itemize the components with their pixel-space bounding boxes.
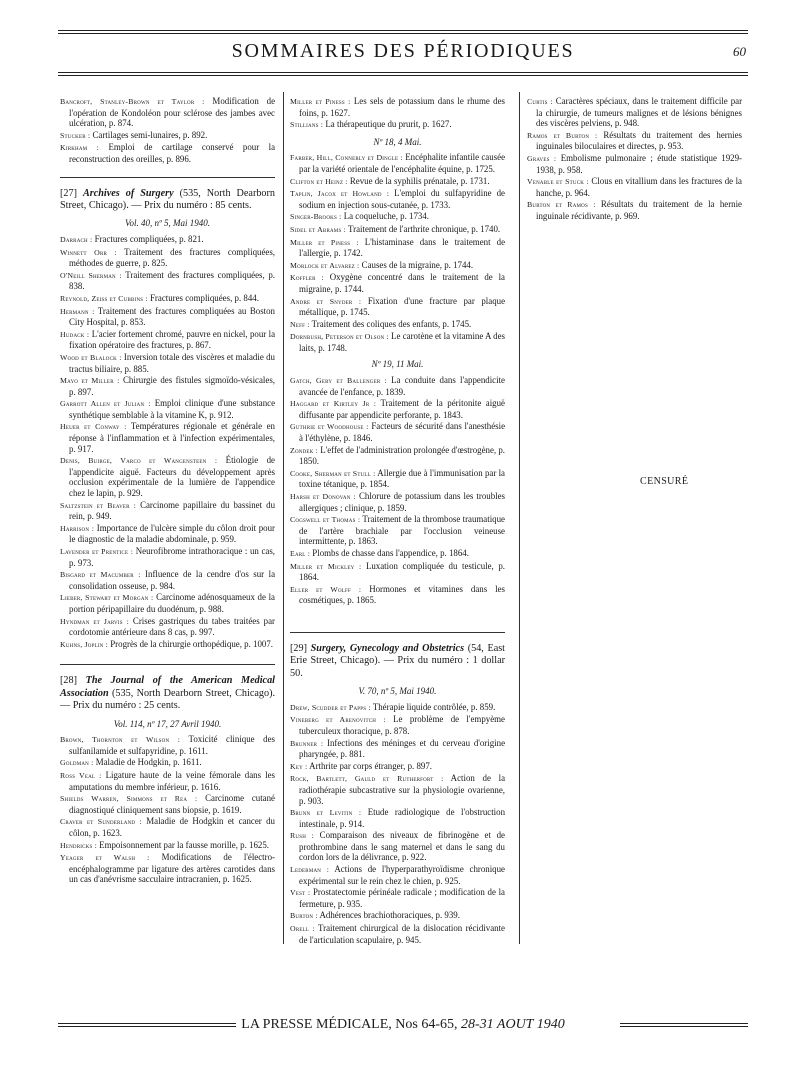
entry-title: Thérapie liquide contrôlée, p. 859. — [372, 701, 496, 712]
entry-authors: Hyndman et Jarvis : — [60, 616, 129, 626]
entry-title: Traitement des fractures compliquées, méthodes de guerre, p. 825. — [69, 246, 275, 269]
list-item — [290, 176, 505, 188]
entry-title: Traitement de la thrombose traumatique de l'artère brachiale par l'occlusion veineuse intermittente, p. 1863. — [299, 514, 505, 547]
journal-28-entries — [60, 734, 275, 885]
entry-title: Importance de l'ulcère simple du côlon droit pour le diagnostic de la maladie abdominale, p. 959. — [69, 522, 275, 545]
header-rule-bottom — [58, 72, 748, 73]
entry-authors: Goldman : — [60, 758, 94, 768]
entry-authors: Earl : — [290, 548, 311, 558]
entry-authors: Burton : — [290, 911, 318, 921]
list-item — [290, 514, 505, 547]
list-item — [60, 639, 275, 651]
entry-authors: Burton et Ramos : — [527, 200, 596, 210]
entry-authors: Darrach : — [60, 234, 93, 244]
list-item — [60, 592, 275, 614]
list-item — [60, 293, 275, 305]
list-item — [290, 491, 505, 513]
entry-authors: Neff : — [290, 319, 310, 329]
entry-title: Revue de la syphilis prénatale, p. 1731. — [349, 175, 490, 186]
list-item — [60, 546, 275, 568]
column-2 — [290, 96, 505, 946]
entry-authors: Rock, Bartlett, Gauld et Rutherfort : — [290, 774, 444, 784]
list-item — [60, 130, 275, 142]
entry-authors: Singer-Brooks : — [290, 212, 342, 222]
section-separator — [60, 177, 275, 178]
list-item — [60, 247, 275, 269]
list-item — [290, 584, 505, 606]
entry-authors: Yeager et Walsh : — [60, 853, 150, 863]
list-item — [290, 923, 505, 945]
journal-27-details: (535, North Dearborn Street, Chicago). — Prix du numéro : 85 cents. — [60, 187, 276, 211]
list-item — [290, 830, 505, 863]
entry-title: Carcinome cutané diagnostiqué cliniquement sans biopsie, p. 1619. — [69, 793, 275, 815]
entry-authors: Brunner : — [290, 738, 324, 748]
entry-authors: Stillians : — [290, 120, 324, 130]
list-item — [290, 773, 505, 806]
entry-title: Carcinome papillaire du bassinet du rein, p. 949. — [69, 499, 276, 522]
entry-title: L'effet de l'administration prolongée d'œstrogène, p. 1850. — [299, 444, 505, 467]
issue-19-heading: Nº 19, 11 Mai. — [371, 359, 424, 370]
journal-29-heading: [29] Surgery, Gynecology and Obstetrics (54, East Erie Street, Chicago). — Prix du numéro : 1 dollar 50. — [290, 642, 506, 679]
entry-title: Résultats du traitement de la hernie inguinale récidivante, p. 969. — [536, 199, 742, 221]
entry-authors: Shields Warren, Simmons et Rea : — [60, 794, 198, 804]
entry-authors: Denis, Buirge, Varco et Wangensteen : — [60, 456, 218, 466]
entry-authors: Koffler : — [290, 273, 324, 283]
entry-authors: Saltzstein et Beaver : — [60, 500, 137, 510]
journal-29-details: (54, East Erie Street, Chicago). — Prix du numéro : 1 dollar 50. — [290, 642, 506, 679]
col1-top-list — [60, 96, 275, 165]
issue-19-entries — [290, 375, 505, 606]
entry-title: Inversion totale des viscères et maladie du tractus biliaire, p. 885. — [69, 351, 275, 374]
header-rule-top — [58, 30, 748, 31]
entry-authors: Rush : — [290, 831, 314, 841]
entry-title: Maladie de Hodgkin et cancer du côlon, p. 1623. — [69, 816, 275, 838]
column-divider-2 — [519, 92, 520, 944]
entry-authors: Miller et Piness : — [290, 97, 351, 106]
entry-authors: Orell : — [290, 924, 315, 934]
entry-title: L'histaminase dans le traitement de l'allergie, p. 1742. — [299, 236, 506, 259]
entry-authors: Stucker : — [60, 130, 91, 140]
journal-28-issue: Vol. 114, nº 17, 27 Avril 1940. — [113, 718, 222, 729]
column-1 — [60, 96, 275, 886]
page-number: 60 — [733, 44, 746, 59]
entry-authors: Cooke, Sherman et Stull : — [290, 468, 376, 478]
list-item — [290, 714, 505, 736]
list-item — [60, 840, 275, 852]
list-item — [60, 398, 275, 420]
list-item — [290, 375, 505, 397]
list-item — [60, 421, 275, 454]
list-item — [60, 616, 275, 638]
entry-title: Etude radiologique de l'obstruction intestinale, p. 914. — [299, 807, 506, 829]
entry-authors: Morlock et Alvarez : — [290, 260, 360, 270]
entry-title: Action de la radiothérapie subcastrative sur la physiologie ovarienne, p. 903. — [299, 773, 506, 806]
entry-authors: Kuhns, Joplin : — [60, 639, 109, 649]
entry-authors: O'Neill Sherman : — [60, 270, 122, 280]
page-footer — [58, 1012, 748, 1046]
entry-title: Luxation compliquée du testicule, p. 1864. — [299, 560, 506, 583]
entry-authors: Vest : — [290, 888, 311, 898]
section-separator — [290, 632, 505, 633]
footer-text — [58, 1017, 748, 1033]
column-divider-1 — [283, 92, 284, 944]
entry-title: L'emploi du sulfapyridine de sodium en injection sous-cutanée, p. 1733. — [299, 188, 505, 210]
entry-title: Arthrite par corps étranger, p. 897. — [309, 760, 433, 771]
journal-27-name: Archives of Surgery — [82, 187, 174, 199]
list-item — [290, 548, 505, 560]
entry-title: Plombs de chasse dans l'appendice, p. 1864. — [312, 547, 469, 558]
journal-28-name: The Journal of the American Medical Association — [60, 675, 276, 699]
entry-title: Le problème de l'empyème tuberculeux thoracique, p. 878. — [299, 714, 505, 736]
list-item — [290, 561, 505, 583]
entry-title: Ligature haute de la veine fémorale dans les amputations du membre inférieur, p. 1616. — [69, 769, 275, 792]
list-item — [290, 445, 505, 467]
list-item — [60, 455, 275, 498]
entry-title: Cartilages semi-lunaires, p. 892. — [92, 129, 208, 140]
journal-28-details: (535, North Dearborn Street, Chicago). — Prix du numéro : 25 cents. — [60, 687, 276, 712]
issue-18-entries — [290, 152, 505, 353]
entry-title: Fractures compliquées, p. 821. — [94, 233, 204, 244]
entry-title: Facteurs de sécurité dans l'anesthésie à l'éthylène, p. 1846. — [299, 421, 506, 444]
entry-authors: Dornbush, Peterson et Olson : — [290, 332, 389, 342]
journal-27-entries — [60, 234, 275, 650]
entry-title: Prostatectomie périnéale radicale ; modification de la fermeture, p. 935. — [299, 887, 505, 909]
list-item — [290, 272, 505, 294]
list-item — [290, 761, 505, 773]
list-item — [60, 234, 275, 246]
entry-authors: Key : — [290, 761, 308, 771]
list-item — [527, 153, 742, 175]
entry-title: La thérapeutique du prurit, p. 1627. — [325, 119, 452, 130]
entry-title: Actions de l'hyperparathyroïdisme chronique expérimental sur le rein chez le chien, p. 925. — [299, 864, 505, 886]
page-header — [58, 30, 748, 76]
entry-authors: Garrott Allen et Julian : — [60, 399, 151, 409]
entry-authors: Brown, Thornton et Wilson : — [60, 735, 181, 745]
entry-authors: Heuer et Conway : — [60, 422, 127, 432]
list-item — [60, 142, 275, 164]
journal-29-entries — [290, 702, 505, 945]
list-item — [290, 910, 505, 922]
entry-title: Traitement chirurgical de la dislocation récidivante de l'articulation scapulaire, p. 945. — [299, 923, 506, 945]
list-item — [290, 152, 505, 174]
entry-authors: Clifton et Heinz : — [290, 176, 348, 186]
list-item — [290, 119, 505, 131]
entry-authors: Hendricks : — [60, 840, 97, 850]
entry-title: Embolisme pulmonaire ; étude statistique 1929-1938, p. 958. — [536, 152, 743, 175]
entry-title: Causes de la migraine, p. 1744. — [361, 259, 474, 270]
entry-authors: Drew, Scudder et Papps : — [290, 702, 371, 712]
entry-title: Emploi de cartilage conservé pour la reconstruction des oreilles, p. 896. — [69, 142, 276, 164]
entry-authors: Craver et Sunderland : — [60, 817, 142, 827]
entry-authors: Guthrie et Woodhouse : — [290, 422, 369, 432]
list-item — [60, 770, 275, 792]
entry-title: Résultats du traitement des hernies inguinales biloculaires et directes, p. 953. — [536, 129, 743, 152]
entry-title: Comparaison des niveaux de fibrinogène et de prothrombine dans le sang maternel et dans le sang du cordon lors de la délivrance, p. 922. — [299, 830, 505, 863]
entry-authors: Ross Veal : — [60, 770, 102, 780]
entry-title: Carcinome adénosquameux de la portion péripapillaire du duodénum, p. 988. — [69, 592, 275, 614]
entry-authors: Brunn et Levitin : — [290, 808, 362, 818]
entry-authors: Reynold, Zeiss et Cubbins : — [60, 293, 148, 303]
entry-authors: Miller et Piness : — [290, 237, 359, 247]
entry-authors: Mayo et Miller : — [60, 376, 120, 386]
entry-title: Fractures compliquées, p. 844. — [149, 292, 259, 303]
footer-date: 28-31 AOUT 1940 — [461, 1017, 565, 1032]
entry-authors: Andre et Snyder : — [290, 296, 362, 306]
entry-authors: Eller et Wolff : — [290, 584, 362, 594]
entry-authors: Lavender et Prentice : — [60, 547, 134, 556]
footer-journal: LA PRESSE MÉDICALE, Nos 64-65, — [241, 1017, 458, 1032]
entry-authors: Cogswell et Thomas : — [290, 515, 361, 525]
entry-authors: Lederman : — [290, 865, 330, 875]
list-item — [290, 702, 505, 714]
col2-top-list — [290, 96, 505, 131]
journal-29-issue: V. 70, nº 5, Mai 1940. — [358, 686, 437, 697]
entry-title: Toxicité clinique des sulfanilamide et sulfapyridine, p. 1611. — [69, 734, 275, 756]
column-3 — [527, 96, 742, 223]
header-rule-bottom-2 — [58, 75, 748, 76]
header-rule-top-2 — [58, 33, 748, 34]
col3-top-list — [527, 96, 742, 222]
list-item — [290, 398, 505, 420]
list-item — [60, 734, 275, 756]
entry-authors: Curtis : — [527, 97, 553, 106]
entry-authors: Harsh et Donovan : — [290, 492, 356, 501]
entry-authors: Farber, Hill, Connerly et Dingle : — [290, 153, 403, 163]
entry-title: Emploi clinique d'une substance synthétique semblable à la vitamine K, p. 912. — [69, 398, 276, 420]
entry-title: Influence de la cendre d'os sur la consolidation osseuse, p. 984. — [69, 569, 276, 591]
list-item — [290, 319, 505, 331]
list-item — [527, 176, 742, 198]
entry-title: Traitement des fractures compliquées au Boston City Hospital, p. 853. — [69, 305, 275, 328]
entry-title: Modifications de l'électro-encéphalogramme par ligature des artères carotides dans un cas d'anévrisme sacculaire intracranien, p. 1625. — [69, 852, 275, 885]
list-item — [60, 500, 275, 522]
entry-authors: Vineberg et Arenovitch : — [290, 715, 386, 725]
entry-authors: Winnett Orr : — [60, 247, 117, 257]
journal-27-heading: [27] Archives of Surgery (535, North Dearborn Street, Chicago). — Prix du numéro : 85 cents. — [60, 187, 276, 211]
issue-18-heading: Nº 18, 4 Mai. — [373, 136, 422, 147]
list-item — [527, 96, 742, 129]
list-item — [60, 793, 275, 815]
list-item — [60, 375, 275, 397]
list-item — [290, 211, 505, 223]
entry-title: Progrès de la chirurgie orthopédique, p. 1007. — [110, 638, 273, 649]
journal-27-issue: Vol. 40, nº 5, Mai 1940. — [124, 218, 211, 229]
entry-authors: Lieber, Stewart et Morgan : — [60, 593, 154, 603]
entry-authors: Gatch, Gery et Ballenger : — [290, 376, 387, 386]
list-item — [60, 816, 275, 838]
entry-authors: Hermann : — [60, 306, 95, 316]
list-item — [60, 329, 275, 351]
entry-authors: Wood et Blalock : — [60, 352, 122, 362]
entry-authors: Sidel et Abrams : — [290, 224, 346, 234]
list-item — [290, 237, 505, 259]
list-item — [290, 96, 505, 118]
list-item — [60, 852, 275, 885]
entry-title: Hormones et vitamines dans les cosmétiques, p. 1865. — [299, 583, 506, 606]
entry-title: Empoisonnement par la fausse morille, p. 1625. — [99, 839, 269, 850]
list-item — [290, 738, 505, 760]
entry-authors: Taplin, Jacox et Howland : — [290, 189, 390, 199]
censored-notice: CENSURÉ — [640, 476, 689, 487]
entry-title: Traitement des fractures compliquées, p. 838. — [69, 269, 275, 292]
entry-title: Encéphalite infantile causée par la variété orientale de l'encéphalite équine, p. 1725. — [299, 152, 506, 174]
entry-title: Caractères spéciaux, dans le traitement difficile par la chirurgie, de tumeurs malignes et de lésions bénignes des viscères pelviens, p. 948. — [536, 96, 743, 129]
entry-title: Chirurgie des fistules sigmoïdo-vésicales, p. 897. — [69, 375, 275, 397]
entry-authors: Bisgard et Macumber : — [60, 570, 141, 580]
list-item — [60, 306, 275, 328]
list-item — [60, 96, 275, 129]
section-separator — [60, 664, 275, 665]
entry-authors: Miller et Mickley : — [290, 561, 362, 571]
entry-title: Traitement de l'arthrite chronique, p. 1740. — [348, 223, 501, 234]
list-item — [60, 757, 275, 769]
list-item — [60, 523, 275, 545]
list-item — [290, 864, 505, 886]
entry-title: Allergie due à l'immunisation par la toxine tétanique, p. 1854. — [299, 467, 505, 490]
entry-authors: Bancroft, Stanley-Brown et Taylor : — [60, 97, 205, 106]
entry-title: Les sels de potassium dans le rhume des foins, p. 1627. — [299, 96, 505, 118]
list-item — [290, 887, 505, 909]
entry-authors: Graves : — [527, 153, 557, 163]
entry-title: Étiologie de l'appendicite aiguë. Facteurs du développement après occlusion expérimentale de la lumière de l'appendice chez le lapin, p. 929. — [69, 455, 275, 499]
entry-authors: Hudack : — [60, 329, 90, 339]
list-item — [60, 352, 275, 374]
entry-title: Maladie de Hodgkin, p. 1611. — [95, 757, 202, 768]
list-item — [290, 296, 505, 318]
entry-title: La coqueluche, p. 1734. — [343, 211, 429, 222]
entry-title: L'acier fortement chromé, pauvre en nickel, pour la fixation opératoire des fractures, p. 867. — [69, 328, 276, 351]
list-item — [290, 331, 505, 353]
entry-title: Fixation d'une fracture par plaque métallique, p. 1745. — [299, 295, 506, 318]
list-item — [290, 224, 505, 236]
entry-title: Oxygène concentré dans le traitement de la migraine, p. 1744. — [299, 272, 505, 294]
entry-title: Adhérences brachiothoraciques, p. 939. — [319, 910, 460, 921]
entry-title: Modification de l'opération de Kondoléon pour sclérose des jambes avec ulcération, p. 874. — [69, 96, 276, 129]
journal-29-name: Surgery, Gynecology and Obstetrics — [310, 642, 465, 654]
entry-title: Clous en vitallium dans les fractures de la hanche, p. 964. — [536, 176, 742, 198]
entry-authors: Harrison : — [60, 523, 95, 533]
journal-28-heading: [28] The Journal of the American Medical Association (535, North Dearborn Street, Chicago). — Prix du numéro : 25 cents. — [60, 675, 276, 712]
entry-authors: Kirkham : — [60, 143, 100, 153]
list-item — [290, 421, 505, 443]
entry-title: Chlorure de potassium dans les troubles allergiques ; clinique, p. 1859. — [299, 491, 506, 513]
entry-title: Crises gastriques du tabes traitées par cordotomie antérieure dans 8 cas, p. 997. — [69, 615, 275, 638]
list-item — [527, 199, 742, 221]
list-item — [527, 130, 742, 152]
entry-title: Neurofibrome intrathoracique : un cas, p. 973. — [69, 546, 275, 568]
entry-title: La conduite dans l'appendicite avancée de l'enfance, p. 1839. — [299, 375, 505, 397]
list-item — [60, 569, 275, 591]
entry-title: Le carotène et la vitamine A des laits, p. 1748. — [299, 331, 505, 353]
list-item — [60, 270, 275, 292]
list-item — [290, 807, 505, 829]
list-item — [290, 188, 505, 210]
entry-authors: Zondek : — [290, 445, 318, 455]
entry-title: Infections des méninges et du cerveau d'origine pharyngée, p. 881. — [299, 737, 506, 760]
page-title: SOMMAIRES DES PÉRIODIQUES — [231, 40, 575, 62]
entry-authors: Haggard et Kirtley Jr : — [290, 399, 377, 409]
entry-authors: Venable et Stuck : — [527, 177, 589, 187]
entry-title: Traitement des coliques des enfants, p. 1745. — [311, 318, 472, 329]
entry-title: Températures régionale et générale en réponse à l'inflammation et à l'infection expérimentales, p. 917. — [69, 421, 275, 454]
entry-title: Traitement de la péritonite aiguë diffusante par appendicite perforante, p. 1843. — [299, 398, 505, 420]
list-item — [290, 468, 505, 490]
entry-authors: Ramos et Burton : — [527, 130, 598, 140]
list-item — [290, 260, 505, 272]
